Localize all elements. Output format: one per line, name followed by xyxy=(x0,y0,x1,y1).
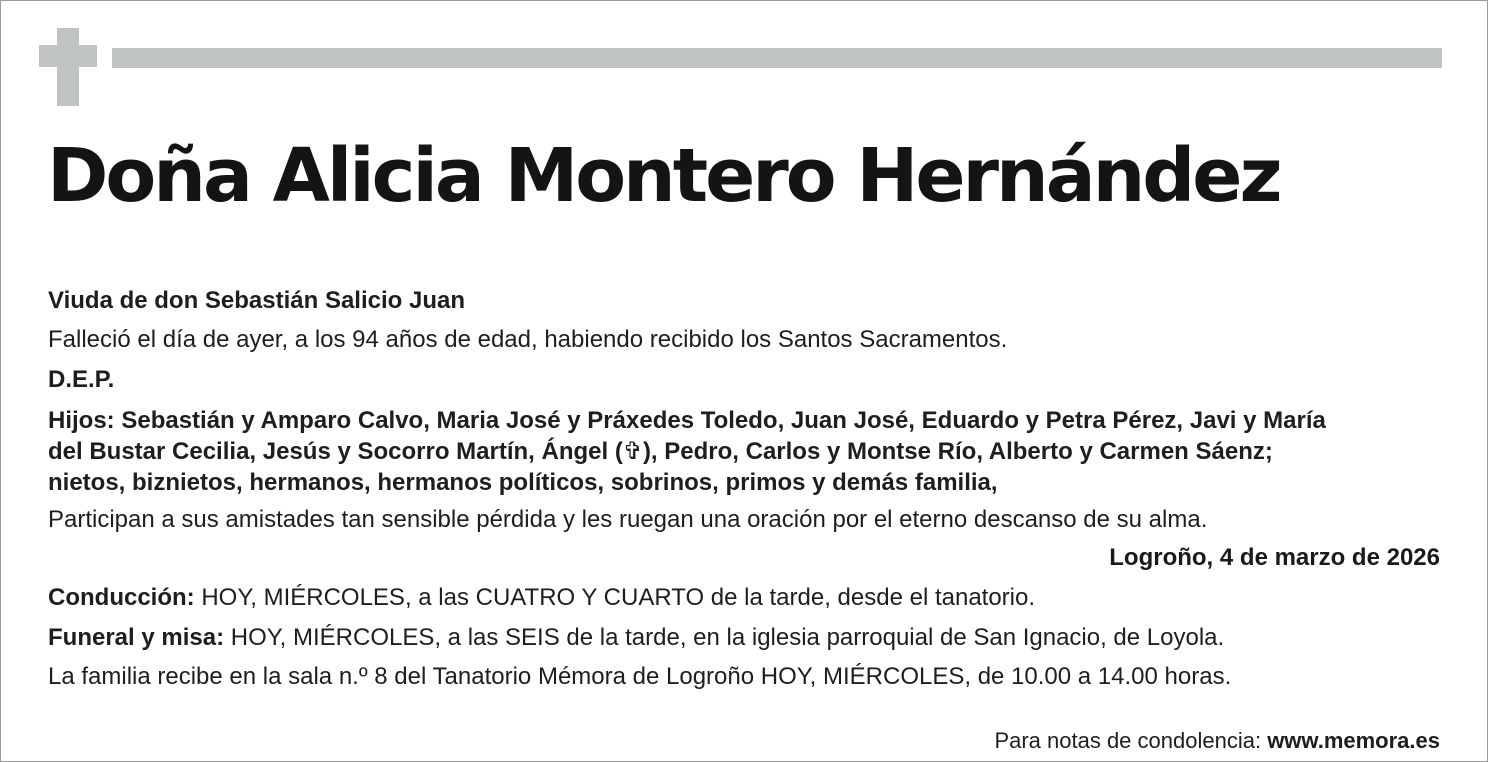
family-list xyxy=(48,405,1448,498)
condolence-line xyxy=(994,727,1440,755)
rip-abbrev: D.E.P. xyxy=(48,366,115,393)
participation-line: Participan a sus amistades tan sensible pérdida y les ruegan una oración por el eterno descanso de su alma. xyxy=(48,506,1208,533)
family-line-1: Hijos: Sebastián y Amparo Calvo, Maria José y Práxedes Toledo, Juan José, Eduardo y Petra Pérez, Javi y María xyxy=(48,407,1326,434)
deceased-name: Doña Alicia Montero Hernández xyxy=(47,133,1280,219)
funeral-line xyxy=(48,623,1224,653)
condolence-label: Para notas de condolencia: xyxy=(994,728,1268,753)
family-reception-line: La familia recibe en la sala n.º 8 del Tanatorio Mémora de Logroño HOY, MIÉRCOLES, de 10.00 a 14.00 horas. xyxy=(48,663,1232,690)
place-date: Logroño, 4 de marzo de 2026 xyxy=(1109,544,1440,571)
header-rule xyxy=(112,48,1442,68)
conduccion-line xyxy=(48,583,1035,613)
family-line-2: del Bustar Cecilia, Jesús y Socorro Martín, Ángel (✞), Pedro, Carlos y Montse Río, Alberto y Carmen Sáenz; xyxy=(48,438,1273,465)
condolence-link[interactable]: www.memora.es xyxy=(1267,728,1440,753)
widow-line: Viuda de don Sebastián Salicio Juan xyxy=(48,287,465,314)
death-statement: Falleció el día de ayer, a los 94 años de edad, habiendo recibido los Santos Sacramentos. xyxy=(48,326,1008,353)
funeral-text: HOY, MIÉRCOLES, a las SEIS de la tarde, en la iglesia parroquial de San Ignacio, de Loyola. xyxy=(224,624,1225,651)
funeral-label: Funeral y misa: xyxy=(48,624,225,651)
conduccion-label: Conducción: xyxy=(48,584,195,611)
latin-cross-icon xyxy=(39,28,97,106)
family-line-3: nietos, biznietos, hermanos, hermanos políticos, sobrinos, primos y demás familia, xyxy=(48,469,998,496)
conduccion-text: HOY, MIÉRCOLES, a las CUATRO Y CUARTO de la tarde, desde el tanatorio. xyxy=(194,584,1036,611)
